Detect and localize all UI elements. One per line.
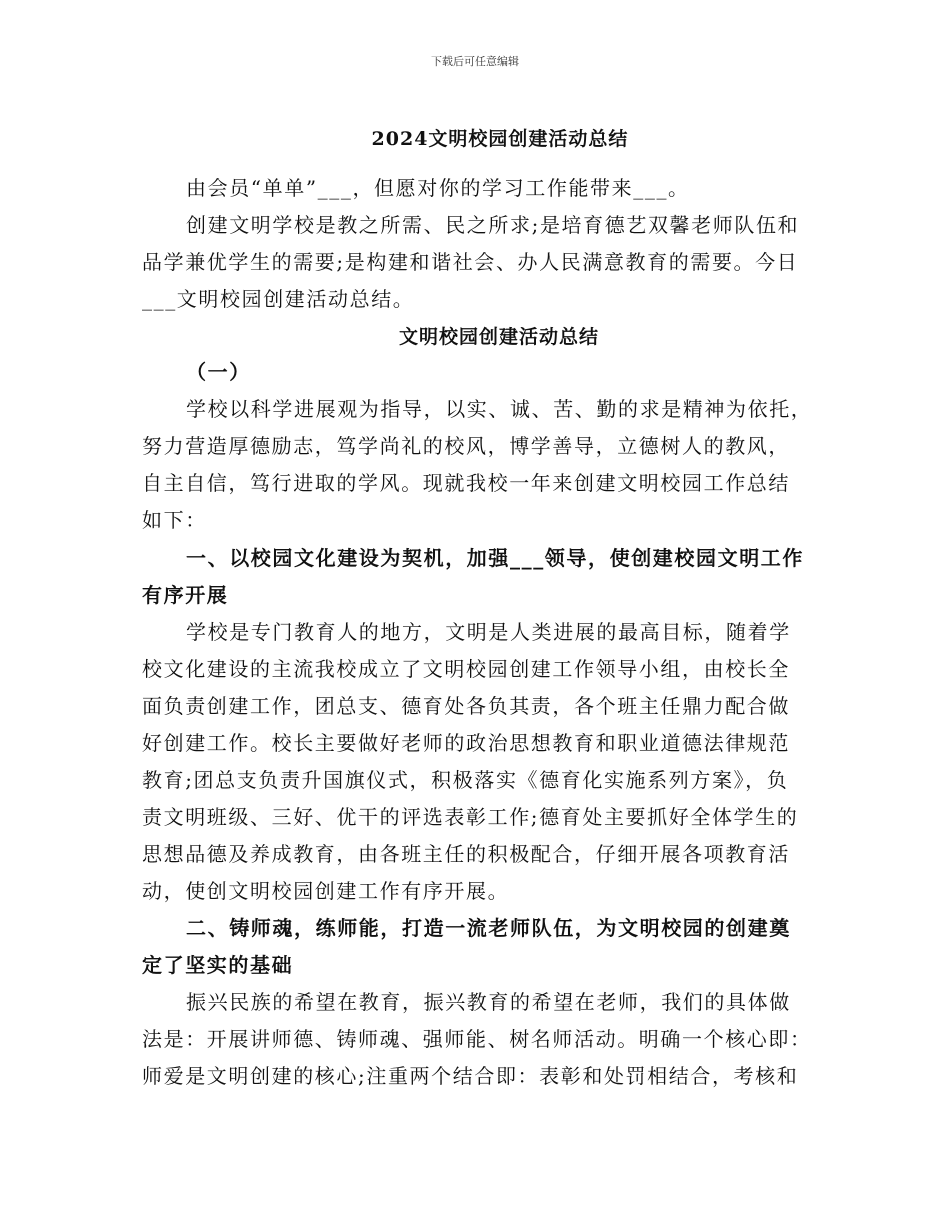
text-line: 由会员“单单”___，但愿对你的学习工作能带来___。 xyxy=(186,176,690,200)
text-line: 校文化建设的主流我校成立了文明校园创建工作领导小组，由校长全 xyxy=(142,657,790,681)
text-line: 法是：开展讲师德、铸师魂、强师能、树名师活动。明确一个核心即： xyxy=(142,1027,812,1051)
text-line: 教育;团总支负责升国旗仪式，积极落实《德育化实施系列方案》，负 xyxy=(142,768,789,792)
header-note: 下载后可任意编辑 xyxy=(431,55,519,68)
text-line: 努力营造厚德励志，笃学尚礼的校风，博学善导，立德树人的教风， xyxy=(142,434,790,458)
section-number: （一） xyxy=(186,360,251,384)
text-line: 思想品德及养成教育，由各班主任的积极配合，仔细开展各项教育活 xyxy=(142,842,790,866)
text-line: 面负责创建工作，团总支、德育处各负其责，各个班主任鼎力配合做 xyxy=(142,694,790,718)
heading-line: 有序开展 xyxy=(142,583,229,607)
section-title: 文明校园创建活动总结 xyxy=(398,326,599,348)
text-line: ___文明校园创建活动总结。 xyxy=(142,287,415,311)
text-line: 师爱是文明创建的核心;注重两个结合即：表彰和处罚相结合，考核和 xyxy=(142,1064,799,1088)
text-line: 创建文明学校是教之所需、民之所求;是培育德艺双馨老师队伍和 xyxy=(186,213,800,237)
text-line: 振兴民族的希望在教育，振兴教育的希望在老师，我们的具体做 xyxy=(186,990,791,1014)
document-title: 2024文明校园创建活动总结 xyxy=(371,128,629,150)
text-line: 好创建工作。校长主要做好老师的政治思想教育和职业道德法律规范 xyxy=(142,731,790,755)
heading-line: 一、以校园文化建设为契机，加强___领导，使创建校园文明工作 xyxy=(186,546,804,570)
text-line: 学校是专门教育人的地方，文明是人类进展的最高目标，随着学 xyxy=(186,620,791,644)
text-line: 如下： xyxy=(142,508,207,532)
heading-line: 定了坚实的基础 xyxy=(142,953,294,977)
text-line: 学校以科学进展观为指导，以实、诚、苦、勤的求是精神为依托， xyxy=(186,397,813,421)
text-line: 自主自信，笃行进取的学风。现就我校一年来创建文明校园工作总结 xyxy=(142,471,790,495)
text-line: 动，使创文明校园创建工作有序开展。 xyxy=(142,879,510,903)
heading-line: 二、铸师魂，练师能，打造一流老师队伍，为文明校园的创建奠 xyxy=(186,916,791,940)
text-line: 品学兼优学生的需要;是构建和谐社会、办人民满意教育的需要。今日 xyxy=(142,250,799,274)
text-line: 责文明班级、三好、优干的评选表彰工作;德育处主要抓好全体学生的 xyxy=(142,805,799,829)
